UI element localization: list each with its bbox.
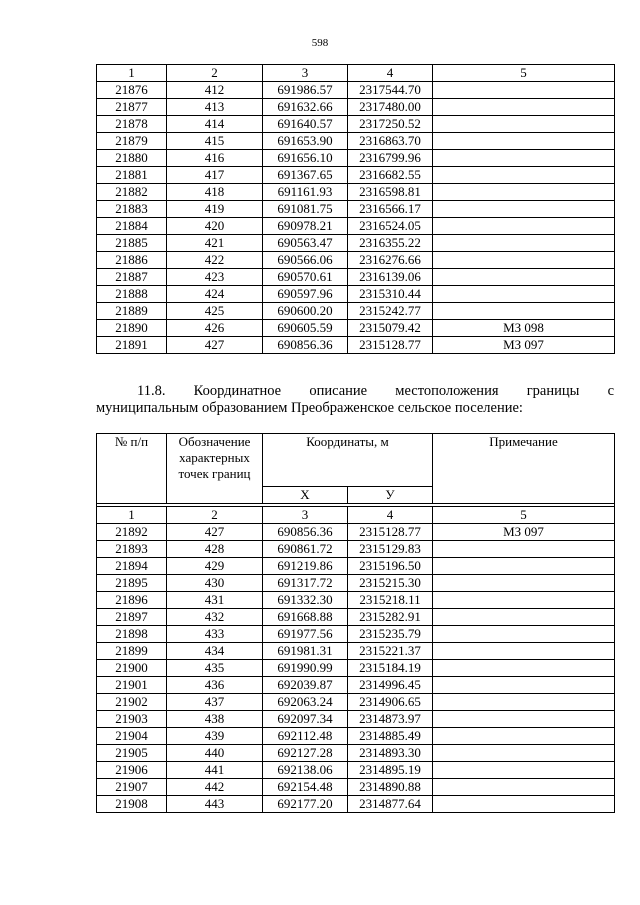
table-cell: 2315079.42 <box>348 320 433 337</box>
table-cell <box>433 167 615 184</box>
table-cell: 2315282.91 <box>348 609 433 626</box>
table-cell <box>433 82 615 99</box>
table-cell: 414 <box>167 116 263 133</box>
table-cell: 2314890.88 <box>348 779 433 796</box>
paragraph-line-1 <box>96 383 614 400</box>
table-cell: 419 <box>167 201 263 218</box>
table-cell <box>433 235 615 252</box>
table-cell: 2315218.11 <box>348 592 433 609</box>
paragraph-word: с <box>607 383 614 399</box>
table-cell: 2314895.19 <box>348 762 433 779</box>
table-row <box>97 184 615 201</box>
table-cell: 2316566.17 <box>348 201 433 218</box>
table-cell: 21887 <box>97 269 167 286</box>
table-cell: 691161.93 <box>263 184 348 201</box>
column-number-cell: 3 <box>263 65 348 82</box>
table-row <box>97 796 615 813</box>
table-cell: 692112.48 <box>263 728 348 745</box>
table-cell: 21880 <box>97 150 167 167</box>
table-cell <box>433 694 615 711</box>
header-y: У <box>348 487 433 504</box>
table-cell: 428 <box>167 541 263 558</box>
table-cell: 21890 <box>97 320 167 337</box>
table-row <box>97 286 615 303</box>
table-cell: 2315215.30 <box>348 575 433 592</box>
table-cell: 692097.34 <box>263 711 348 728</box>
table-cell: 2317544.70 <box>348 82 433 99</box>
table-cell: 436 <box>167 677 263 694</box>
column-number-row <box>97 65 615 82</box>
table-cell: 442 <box>167 779 263 796</box>
table-cell: 21905 <box>97 745 167 762</box>
table-cell: 21899 <box>97 643 167 660</box>
table-cell: 2315128.77 <box>348 524 433 541</box>
table-cell: 692039.87 <box>263 677 348 694</box>
table-row <box>97 167 615 184</box>
table-cell: 21885 <box>97 235 167 252</box>
table-row <box>97 320 615 337</box>
table-cell: 691081.75 <box>263 201 348 218</box>
table-cell: 415 <box>167 133 263 150</box>
table-cell: МЗ 097 <box>433 524 615 541</box>
table-row <box>97 592 615 609</box>
table-cell <box>433 218 615 235</box>
table-cell: 690597.96 <box>263 286 348 303</box>
paragraph-line-2: муниципальным образованием Преображенское сельское поселение: <box>96 400 523 416</box>
table-cell: 417 <box>167 167 263 184</box>
table-cell <box>433 592 615 609</box>
table-cell: 21908 <box>97 796 167 813</box>
table-cell: 691632.66 <box>263 99 348 116</box>
table-cell: 434 <box>167 643 263 660</box>
table-cell: 439 <box>167 728 263 745</box>
table-cell: 21904 <box>97 728 167 745</box>
table-cell <box>433 609 615 626</box>
table-row <box>97 609 615 626</box>
table-cell <box>433 779 615 796</box>
table-cell: 430 <box>167 575 263 592</box>
table-cell: 2314885.49 <box>348 728 433 745</box>
table-row <box>97 779 615 796</box>
table-cell: 21877 <box>97 99 167 116</box>
table-row <box>97 575 615 592</box>
table-cell: 2315235.79 <box>348 626 433 643</box>
column-number-cell: 4 <box>348 507 433 524</box>
table-row <box>97 711 615 728</box>
table-row <box>97 728 615 745</box>
table-row <box>97 303 615 320</box>
table-cell: 21886 <box>97 252 167 269</box>
column-number-cell: 4 <box>348 65 433 82</box>
column-number-cell: 2 <box>167 65 263 82</box>
table-cell: 690570.61 <box>263 269 348 286</box>
table-row <box>97 252 615 269</box>
table-cell: 2317480.00 <box>348 99 433 116</box>
table-row <box>97 201 615 218</box>
table-cell: 21906 <box>97 762 167 779</box>
table-cell: 416 <box>167 150 263 167</box>
table-row <box>97 218 615 235</box>
table-cell: 21884 <box>97 218 167 235</box>
table-cell: 2315221.37 <box>348 643 433 660</box>
table-cell <box>433 660 615 677</box>
table-cell: 692177.20 <box>263 796 348 813</box>
table-row <box>97 116 615 133</box>
table-row <box>97 745 615 762</box>
table-cell <box>433 184 615 201</box>
table-row <box>97 626 615 643</box>
column-number-row <box>97 507 615 524</box>
table-cell <box>433 626 615 643</box>
header-note: Примечание <box>433 434 615 504</box>
table-cell: 21883 <box>97 201 167 218</box>
table-cell <box>433 541 615 558</box>
table-cell: 2316863.70 <box>348 133 433 150</box>
table-row <box>97 99 615 116</box>
table-cell: 421 <box>167 235 263 252</box>
table-cell: 690861.72 <box>263 541 348 558</box>
table-cell <box>433 252 615 269</box>
table-cell: 692138.06 <box>263 762 348 779</box>
table-cell <box>433 728 615 745</box>
table-cell: МЗ 097 <box>433 337 615 354</box>
table-row <box>97 82 615 99</box>
table-cell: 21898 <box>97 626 167 643</box>
table-cell: 2315196.50 <box>348 558 433 575</box>
table-row <box>97 524 615 541</box>
table-cell <box>433 643 615 660</box>
paragraph-word: местоположения <box>395 383 499 399</box>
table-cell <box>433 711 615 728</box>
table-row <box>97 269 615 286</box>
table-cell: 2315128.77 <box>348 337 433 354</box>
table-cell: 21876 <box>97 82 167 99</box>
table-cell: 2314996.45 <box>348 677 433 694</box>
table-cell: 432 <box>167 609 263 626</box>
table-cell: МЗ 098 <box>433 320 615 337</box>
table-cell: 690563.47 <box>263 235 348 252</box>
table-cell: 691668.88 <box>263 609 348 626</box>
table-row <box>97 643 615 660</box>
paragraph-word: 11.8. <box>137 383 166 399</box>
table-cell: 443 <box>167 796 263 813</box>
table-cell: 427 <box>167 524 263 541</box>
table-cell: 427 <box>167 337 263 354</box>
table-row <box>97 235 615 252</box>
table-cell <box>433 558 615 575</box>
table-cell <box>433 745 615 762</box>
coordinates-table <box>96 433 615 813</box>
table-row <box>97 762 615 779</box>
table-cell: 425 <box>167 303 263 320</box>
column-number-cell: 3 <box>263 507 348 524</box>
table-cell: 691219.86 <box>263 558 348 575</box>
table-cell: 690605.59 <box>263 320 348 337</box>
header-point-designation: Обозначение характерных точек границ <box>167 434 263 504</box>
table-cell: 412 <box>167 82 263 99</box>
table-cell: 2316598.81 <box>348 184 433 201</box>
table-cell: 21896 <box>97 592 167 609</box>
paragraph-word: Координатное <box>193 383 282 399</box>
column-number-cell: 1 <box>97 65 167 82</box>
column-number-cell: 2 <box>167 507 263 524</box>
table-cell: 2315184.19 <box>348 660 433 677</box>
coordinates-table-continued <box>96 64 615 354</box>
table-cell <box>433 116 615 133</box>
table-cell: 2316276.66 <box>348 252 433 269</box>
table-cell <box>433 303 615 320</box>
table-cell <box>433 99 615 116</box>
table-cell: 21894 <box>97 558 167 575</box>
table-cell: 691332.30 <box>263 592 348 609</box>
table-cell: 2314893.30 <box>348 745 433 762</box>
table-cell: 691640.57 <box>263 116 348 133</box>
table-cell: 431 <box>167 592 263 609</box>
table-cell: 692154.48 <box>263 779 348 796</box>
page-number: 598 <box>311 37 329 49</box>
table-cell: 691990.99 <box>263 660 348 677</box>
table-cell: 413 <box>167 99 263 116</box>
table-cell: 2317250.52 <box>348 116 433 133</box>
table-cell: 438 <box>167 711 263 728</box>
table-cell: 21895 <box>97 575 167 592</box>
table-cell <box>433 269 615 286</box>
table-row <box>97 337 615 354</box>
table-cell: 21903 <box>97 711 167 728</box>
table-cell <box>433 762 615 779</box>
table-cell: 21889 <box>97 303 167 320</box>
table-cell: 2315310.44 <box>348 286 433 303</box>
column-number-cell: 1 <box>97 507 167 524</box>
table-row <box>97 558 615 575</box>
table-cell: 418 <box>167 184 263 201</box>
column-number-cell: 5 <box>433 507 615 524</box>
table-cell: 2316799.96 <box>348 150 433 167</box>
table-cell: 21888 <box>97 286 167 303</box>
table-cell <box>433 677 615 694</box>
table-cell: 2316524.05 <box>348 218 433 235</box>
table-cell <box>433 150 615 167</box>
table-cell: 429 <box>167 558 263 575</box>
table-cell: 692063.24 <box>263 694 348 711</box>
table-cell: 690856.36 <box>263 337 348 354</box>
table-cell <box>433 575 615 592</box>
table-cell: 2315129.83 <box>348 541 433 558</box>
table-cell: 422 <box>167 252 263 269</box>
table-row <box>97 133 615 150</box>
table-row <box>97 150 615 167</box>
table-cell: 691367.65 <box>263 167 348 184</box>
table-cell: 691653.90 <box>263 133 348 150</box>
table-cell: 691317.72 <box>263 575 348 592</box>
table-cell: 423 <box>167 269 263 286</box>
table-cell: 420 <box>167 218 263 235</box>
table-row <box>97 660 615 677</box>
table-cell: 21881 <box>97 167 167 184</box>
table-cell: 21879 <box>97 133 167 150</box>
table-cell: 426 <box>167 320 263 337</box>
table-cell <box>433 133 615 150</box>
table-cell: 21902 <box>97 694 167 711</box>
table-row <box>97 694 615 711</box>
table-cell: 691981.31 <box>263 643 348 660</box>
header-coordinates: Координаты, м <box>263 434 433 487</box>
table-cell: 433 <box>167 626 263 643</box>
table-cell: 21901 <box>97 677 167 694</box>
table-cell: 21900 <box>97 660 167 677</box>
table-cell: 2314877.64 <box>348 796 433 813</box>
header-x: Х <box>263 487 348 504</box>
table-cell: 2316355.22 <box>348 235 433 252</box>
table-cell: 691656.10 <box>263 150 348 167</box>
section-paragraph <box>96 383 614 417</box>
table-cell: 2314906.65 <box>348 694 433 711</box>
table-cell: 2315242.77 <box>348 303 433 320</box>
header-number: № п/п <box>97 434 167 504</box>
paragraph-word: границы <box>526 383 580 399</box>
table-cell: 21897 <box>97 609 167 626</box>
table-cell <box>433 201 615 218</box>
table-cell: 692127.28 <box>263 745 348 762</box>
table-cell: 441 <box>167 762 263 779</box>
table-cell: 435 <box>167 660 263 677</box>
table-cell: 690978.21 <box>263 218 348 235</box>
table-cell: 440 <box>167 745 263 762</box>
table-cell: 690566.06 <box>263 252 348 269</box>
table-cell <box>433 796 615 813</box>
table-row <box>97 541 615 558</box>
table-cell: 690856.36 <box>263 524 348 541</box>
paragraph-word: описание <box>309 383 368 399</box>
table-cell: 21892 <box>97 524 167 541</box>
table-row <box>97 677 615 694</box>
table-cell <box>433 286 615 303</box>
table-cell: 2316682.55 <box>348 167 433 184</box>
table-cell: 21878 <box>97 116 167 133</box>
table-cell: 437 <box>167 694 263 711</box>
table-cell: 21907 <box>97 779 167 796</box>
table-cell: 21891 <box>97 337 167 354</box>
table-cell: 2314873.97 <box>348 711 433 728</box>
table-cell: 691986.57 <box>263 82 348 99</box>
table-cell: 21893 <box>97 541 167 558</box>
table-cell: 691977.56 <box>263 626 348 643</box>
table-cell: 424 <box>167 286 263 303</box>
table-cell: 2316139.06 <box>348 269 433 286</box>
table-cell: 690600.20 <box>263 303 348 320</box>
column-number-cell: 5 <box>433 65 615 82</box>
table-cell: 21882 <box>97 184 167 201</box>
